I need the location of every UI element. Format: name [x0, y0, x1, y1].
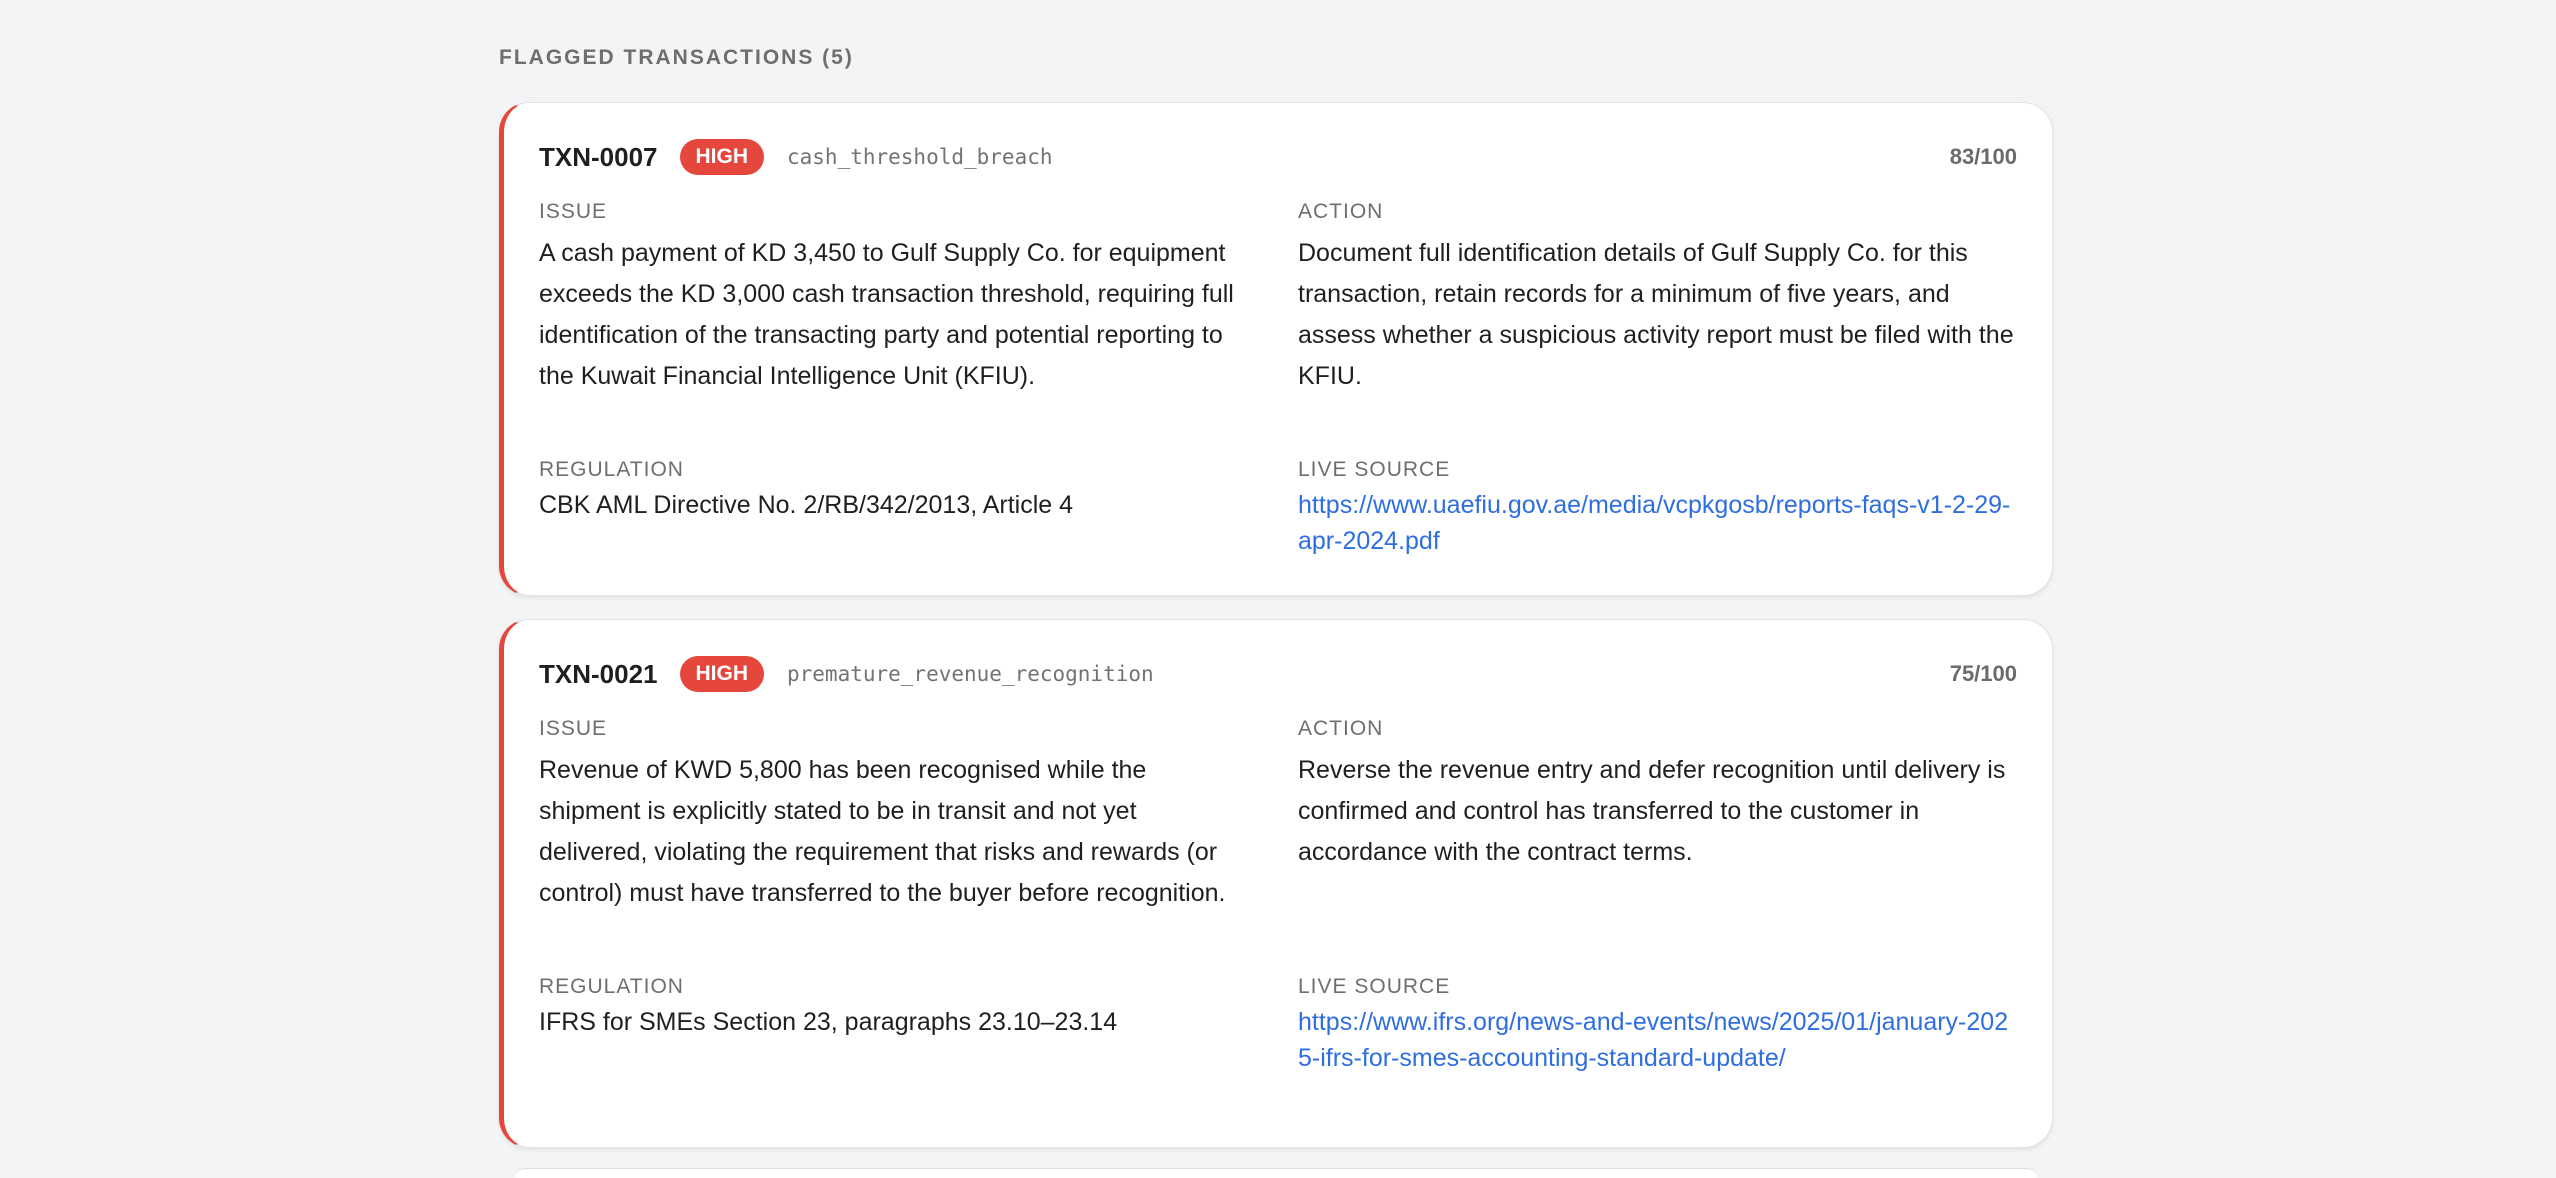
action-text: Document full identification details of Gulf Supply Co. for this transaction, retain records for a minimum of five years, and assess whether a suspicious activity report must be filed with the KFIU.	[1298, 239, 2014, 390]
action-field	[1298, 199, 2018, 397]
transaction-id: TXN-0021	[539, 658, 658, 689]
card-header	[539, 137, 2017, 177]
live-source-link[interactable]: https://www.ifrs.org/news-and-events/news/2025/01/january-2025-ifrs-for-smes-accounting-standard-update/	[1298, 1008, 2009, 1072]
transaction-id: TXN-0007	[539, 141, 658, 172]
action-label: ACTION	[1298, 717, 1384, 740]
issue-text: A cash payment of KD 3,450 to Gulf Supply Co. for equipment exceeds the KD 3,000 cash transaction threshold, requiring full identification of the transacting party and potential reporting to the Kuwait Financial Intelligence Unit (KFIU).	[539, 239, 1234, 390]
issue-text: Revenue of KWD 5,800 has been recognised while the shipment is explicitly stated to be in transit and not yet delivered, violating the requirement that risks and rewards (or control) must have transferred to the buyer before recognition.	[539, 756, 1226, 907]
issue-label: ISSUE	[539, 200, 608, 223]
transaction-card[interactable]	[499, 102, 2053, 596]
issue-label: ISSUE	[539, 717, 608, 740]
live-source-link[interactable]: https://www.uaefiu.gov.ae/media/vcpkgosb/reports-faqs-v1-2-29-apr-2024.pdf	[1298, 491, 2011, 555]
section-title: FLAGGED TRANSACTIONS (5)	[499, 46, 854, 69]
transaction-card[interactable]	[499, 619, 2053, 1148]
severity-badge: HIGH	[680, 139, 765, 175]
severity-badge: HIGH	[680, 656, 765, 692]
issue-field	[539, 716, 1239, 914]
next-card-edge	[515, 1168, 2037, 1178]
rule-code: premature_revenue_recognition	[787, 662, 1154, 686]
issue-field	[539, 199, 1239, 397]
live-source-label: LIVE SOURCE	[1298, 975, 1451, 998]
live-source-field	[1298, 457, 2018, 559]
risk-score: 83/100	[1949, 144, 2017, 169]
regulation-text: CBK AML Directive No. 2/RB/342/2013, Article 4	[539, 491, 1074, 519]
live-source-label: LIVE SOURCE	[1298, 458, 1451, 481]
action-field	[1298, 716, 2018, 873]
regulation-label: REGULATION	[539, 458, 684, 481]
regulation-field	[539, 974, 1239, 1040]
action-text: Reverse the revenue entry and defer recognition until delivery is confirmed and control has transferred to the customer in accordance with the contract terms.	[1298, 756, 2006, 866]
risk-score: 75/100	[1949, 661, 2017, 686]
live-source-field	[1298, 974, 2018, 1076]
regulation-field	[539, 457, 1239, 523]
regulation-label: REGULATION	[539, 975, 684, 998]
rule-code: cash_threshold_breach	[787, 145, 1053, 169]
card-header	[539, 654, 2017, 694]
action-label: ACTION	[1298, 200, 1384, 223]
regulation-text: IFRS for SMEs Section 23, paragraphs 23.10–23.14	[539, 1008, 1118, 1036]
